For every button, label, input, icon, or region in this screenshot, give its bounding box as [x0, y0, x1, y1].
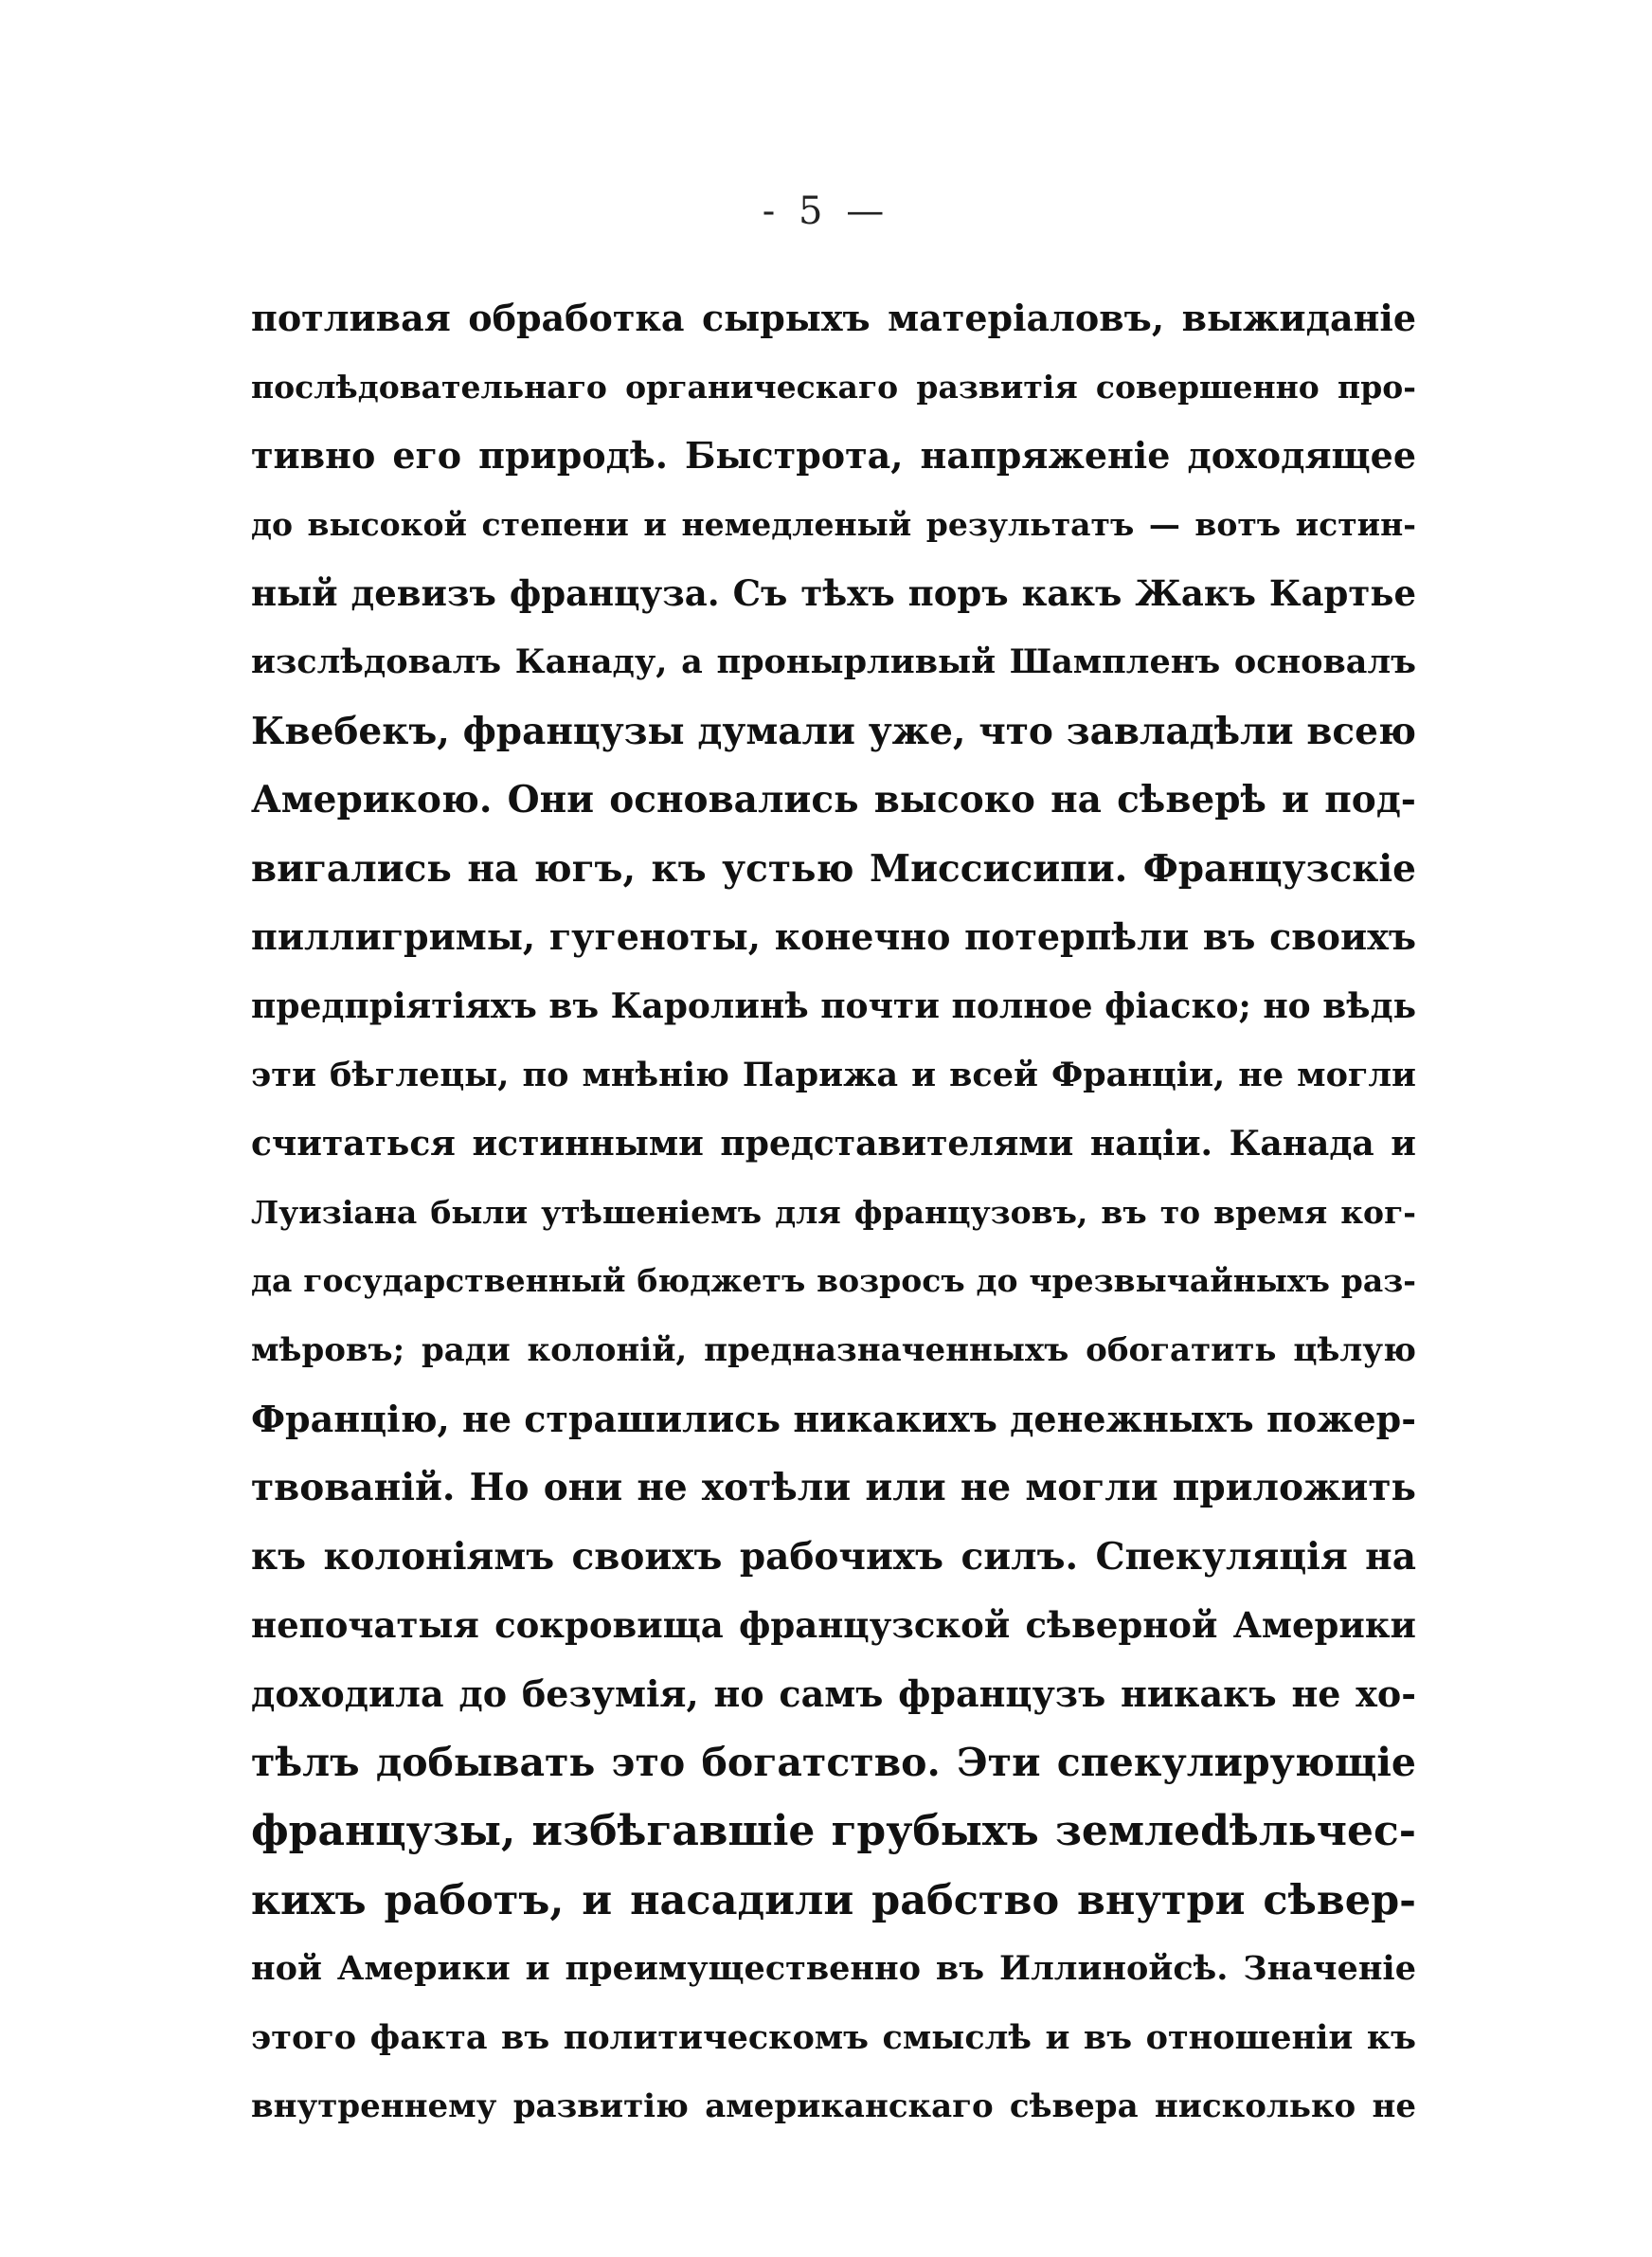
text-line: непочатыя сокровища французской сѣверной Америки [251, 1604, 1416, 1647]
text-line: предпріятіяхъ въ Каролинѣ почти полное фіаско; но вѣдь [251, 985, 1416, 1026]
text-line: Францію, не страшились никакихъ денежныхъ пожер- [251, 1397, 1416, 1440]
text-line: кихъ работъ, и насадили рабство внутри сѣвер- [251, 1876, 1416, 1924]
text-line: этого факта въ политическомъ смыслѣ и въ отношеніи къ [251, 2017, 1416, 2057]
text-line: потливая обработка сырыхъ матеріаловъ, выжиданіе [251, 297, 1416, 339]
text-line: мѣровъ; ради колоній, предназначенныхъ обогатить цѣлую [251, 1330, 1416, 1369]
text-line: послѣдовательнаго органическаго развитія совершенно про- [251, 368, 1416, 406]
text-line: Америкою. Они основались высоко на сѣверѣ и под- [251, 778, 1416, 822]
text-line: Луизіана были утѣшеніемъ для французовъ, въ то время ког- [251, 1193, 1416, 1231]
text-line: пиллигримы, гугеноты, конечно потерпѣли въ своихъ [251, 915, 1416, 959]
text-line: считаться истинными представителями націи. Канада и [251, 1124, 1416, 1165]
text-line: ный девизъ француза. Съ тѣхъ поръ какъ Жакъ Картье [251, 572, 1416, 615]
text-line: до высокой степени и немедленый результатъ — вотъ истин- [251, 505, 1416, 543]
page-number: - 5 — [762, 190, 890, 233]
text-line: тѣлъ добывать это богатство. Эти спекулирующіе [251, 1740, 1416, 1786]
text-line: эти бѣглецы, по мнѣнію Парижа и всей Франціи, не могли [251, 1055, 1416, 1094]
text-line: ной Америки и преимущественно въ Иллинойсѣ. Значеніе [251, 1949, 1416, 1989]
text-line: изслѣдовалъ Канаду, а пронырливый Шампленъ основалъ [251, 641, 1416, 681]
body-text [251, 284, 1416, 2141]
text-line: твованій. Но они не хотѣли или не могли приложить [251, 1466, 1416, 1510]
text-line: Квебекъ, французы думали уже, что завладѣли всею [251, 709, 1416, 753]
text-line: внутреннему развитію американскаго сѣвера нисколько не [251, 2087, 1416, 2126]
text-line: вигались на югъ, къ устью Миссисипи. Французскіе [251, 846, 1416, 891]
text-line: къ колоніямъ своихъ рабочихъ силъ. Спекуляція на [251, 1534, 1416, 1579]
text-line: французы, избѣгавшіе грубыхъ землedѣльчес- [251, 1807, 1416, 1856]
text-line: да государственный бюджетъ возросъ до чрезвычайныхъ раз- [251, 1262, 1416, 1300]
text-line: доходила до безумія, но самъ французъ никакъ не хо- [251, 1671, 1416, 1715]
text-line: тивно его природѣ. Быстрота, напряженіе доходящее [251, 434, 1416, 478]
